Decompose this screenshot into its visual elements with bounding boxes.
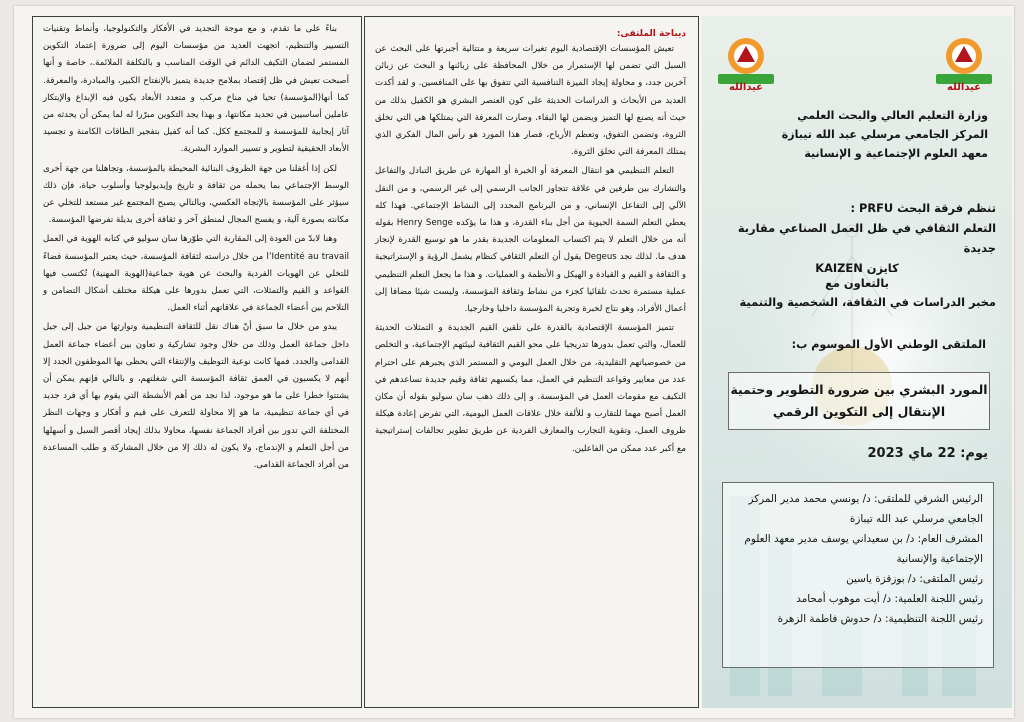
section-heading: ديباجة الملتقى:: [616, 29, 686, 39]
paragraph: وهنا لابدّ من العودة إلى المقاربة التي طوّرها سان سوليو في كتابه الهوية في العمل l’Identité au travail من خلال دراسته لثقافة المؤسسة، حيث يعتبر المؤسسة فضاءً للتخلي عن الهويات الفردية والبحث عن هوية جماعية(الهوية المهنية) تُكتسب فيها القواعد و القيم والتمثلات، التي تعمل بدورها على هيكلة مختلف أشكال التضامن و التلاحم بين أعضاء الجماعة في علاقاتهم أثناء العمل.: [43, 234, 350, 314]
organizer-line: كايزن KAIZEN: [815, 261, 899, 275]
ministry-line: وزارة التعليم العالي والبحث العلمي: [797, 109, 988, 122]
collab-line: بالتعاون مع: [825, 276, 889, 290]
committee-line: المشرف العام: د/ بن سعيداني يوسف مدير معهد العلوم الإجتماعية والإنسانية: [744, 533, 983, 565]
ministry-line: معهد العلوم الإجتماعية و الإنسانية: [804, 147, 988, 160]
conference-date: يوم: 22 ماي 2023: [867, 446, 988, 461]
paragraph: بناءً على ما تقدم، و مع موجة التجديد في الأفكار والتكنولوجيا، وأنماط وتقنيات التسيير والتنظيم، اتجهت العديد من مؤسسات اليوم إلى ضرورة إعتماد التكوين المستمر لضمان التكيف الدائم في الوقت المناسب و بالتكلفة الملائمة.، خاصة و أنها أصبحت تعيش في ظل إقتصاد بملامح جديدة يتميز بالإنفتاح الكبير، والمبادرة، والمعرفة. كما أنها(المؤسسة) تحيا في مناخ مركب و متعدد الأبعاد يكون فيه الإبداع والإبتكار عاملين أساسيين في تحديد مكانتها، و بهذا يجد التكوين مبرّرا له لما يمكن أن يحدثه من آثار إيجابية للمؤسسة و للمجتمع ككل. كما أنه كفيل بتفجير الطاقات الكامنة و تجسيد الأبعاد الحقيقية لتطوير و تسيير الموارد البشرية.: [43, 24, 349, 155]
paragraph: يبدو من خلال ما سبق أنّ هناك نقل للثقافة التنظيمية وتوارثها من جيل إلى جيل داخل جماعة العمل وذلك من خلال وجود تشاركية و تعاون بين أعضاء جماعة العمل القدامى والجدد. فمها كانت نوعية التوظيف والإنتقاء التي يحظى بها الموظفون الجدد إلا أنهم لا يكسبون في العمق ثقافة المؤسسة التي شغلتهم، و بالتالي فإنهم يمكن أن يشتتوا خطرا على ما هو موجود، لذا نجد من أهم الأنشطة التي يقوم بها أي فرد جديد في أي جماعة تنظيمية، ما هو إلا محاولة للتعرف على قيم و أفكار و وجهات النظر المختلفة التي تدور بين أفراد الجماعة نفسها، محاولا بذلك إيجاد أقصر السبل و أسهلها من أجل التعلم و الإندماج، ولا يكون له ذلك إلا من خلال المشاركة و طلب المساعدة من أفراد الجماعة القدامى.: [43, 322, 349, 471]
conference-label: الملتقى الوطني الأول الموسوم ب:: [791, 338, 986, 351]
conference-theme: [728, 372, 990, 430]
paragraph: تعيش المؤسسات الإقتصادية اليوم تغيرات سريعة و متتالية أجبرتها على البحث عن السبل التي تضمن لها الإستمرار من خلال المحافظة على زبائنها و البحث عن زبائن آخرين جدد، و محاولة إيجاد الميزة التنافسية التي تتفوق بها على المنافسين. و لقد أكدت العديد من الأبحاث و الدراسات الحديثة على كون العنصر البشري هو الكفيل بذلك من حيث أنه يصنع لها التميز ويضمن لها البقاء. وصارت المعرفة التي يمتلكها هي التي تخلق الثروة، وتضمن التفوق، وتعظم الأرباح، فصار هذا المورد هو رأس المال الفكري الذي يمتلك المعرفة التي تخلق الثروة.: [375, 44, 686, 158]
ministry-line: المركز الجامعي مرسلي عبد الله تيبازة: [781, 128, 988, 141]
logo-caption: عيدالله: [728, 82, 764, 93]
middle-panel: [364, 16, 699, 708]
paragraph: لكن إذا أغفلنا من جهة الظروف البنائية المحيطة بالمؤسسة، وتجاهلنا من جهة أخرى الوسط الإجتماعي بما يحمله من ثقافة و تاريخ وإيديولوجيا وأسلوب حياة، فإن ذلك سيؤثر على المؤسسة بالإتجاه العكسي، وبالتالي يصبح المجتمع غير مستعد للتخلي عن مكانته بصورة آلية، و يفسح المجال لمنطق آخر و ثقافة أخرى بديلة تفرضها المؤسسة.: [43, 163, 349, 226]
paragraph: التعلم التنظيمي هو انتقال المعرفة أو الخبرة أو المهارة عن طريق التبادل والتفاعل والتشارك بين طرفين في علاقة تتجاوز الجانب الرسمي إلى غير الرسمي، و من النقل الآلي إلى التفاعل الإنساني، و من البرنامج المحدد إلى النشاط الإجتماعي. فهذا كله يعطي التعلم السمة الحيوية من أجل بناء القدرة، و هذا ما يؤكده Henry Senge بقوله أنه من خلال التعلم لا يتم اكتساب المعلومات الجديدة بقدر ما هو توسيع القدرة لإنجاز هدف ما. لذلك نجد Degeus يقول أن التعلم الثقافي كنظام يشمل الرؤية و الإستراتيجية و الثقافة و القيم و القيادة و الهيكل و الأنظمة و العمليات. و هذا ما يجعل التعلم التنظيمي عملية مستمرة تحدث تلقائيا كجزء من نشاط وثقافة المؤسسة، وليست شيئا مضافا إلى أعمال الأفراد، وهو نتاج لخبرة وتجربة المؤسسة داخليا وخارجيا.: [375, 166, 687, 315]
logo-caption: عيدالله: [946, 82, 982, 93]
cover-panel: [702, 16, 1012, 708]
committee-line: رئيس اللجنة العلمية: د/ أيت موهوب أمحامد: [796, 593, 983, 605]
ministry-block: [728, 106, 988, 163]
university-logo-left: [710, 34, 782, 94]
theme-line: الإنتقال إلى التكوين الرقمي: [772, 404, 946, 419]
committee-box: [722, 482, 994, 668]
middle-column-text: [365, 17, 698, 458]
brochure-sheet: [14, 6, 1014, 718]
committee-line: الرئيس الشرفي للملتقى: د/ يونسي محمد مدير المركز الجامعي مرسلي عبد الله تيبازة: [748, 493, 983, 525]
collab-line: مخبر الدراسات في الثقافة، الشخصية والتنمية: [739, 295, 996, 309]
university-logo-right: [928, 34, 1000, 94]
organizer-block: [718, 198, 996, 278]
collaboration-block: [718, 274, 996, 312]
committee-line: رئيس الملتقى: د/ بوزقزة ياسين: [846, 573, 983, 585]
organizer-line: تنظم فرقة البحث PRFU :: [850, 201, 996, 215]
committee-line: رئيس اللجنة التنظيمية: د/ حدوش فاطمة الزهرة: [777, 613, 983, 625]
theme-line: المورد البشري بين ضرورة التطوير وحتمية: [730, 382, 988, 397]
paragraph: تتميز المؤسسة الإقتصادية بالقدرة على تلقين القيم الجديدة و التمثلات الحديثة للعمال، والتي تعمل بدورها تدريجيا على محو القيم الثقافية لبيئتهم الإجتماعية، و التخلص من خصوصياتهم التقليدية، من خلال العمل اليومي و المستمر الذي يجبرهم على احترام عدد من معايير وقواعد التنظيم في العمل، مما يكسبهم ثقافة وقيم جديدة تساعدهم في التكيف مع مقومات العمل في المؤسسة. و إلى ذلك ذهب سان سوليو بقوله أن مكان العمل أصبح مهما للتقارب و للألفة خلال علاقات العمل اليومية، التي تفرض إعادة هيكلة ظروف العمل، وتقوية التجارب والمعارف الفردية عن طريق تطوير تحالفات إستراتيجية مع أكبر عدد ممكن من الفاعلين.: [375, 323, 686, 454]
left-panel: [32, 16, 362, 708]
left-column-text: [33, 17, 361, 474]
organizer-line: التعلم الثقافي في ظل العمل الصناعي مقاربة جديدة: [737, 221, 996, 255]
